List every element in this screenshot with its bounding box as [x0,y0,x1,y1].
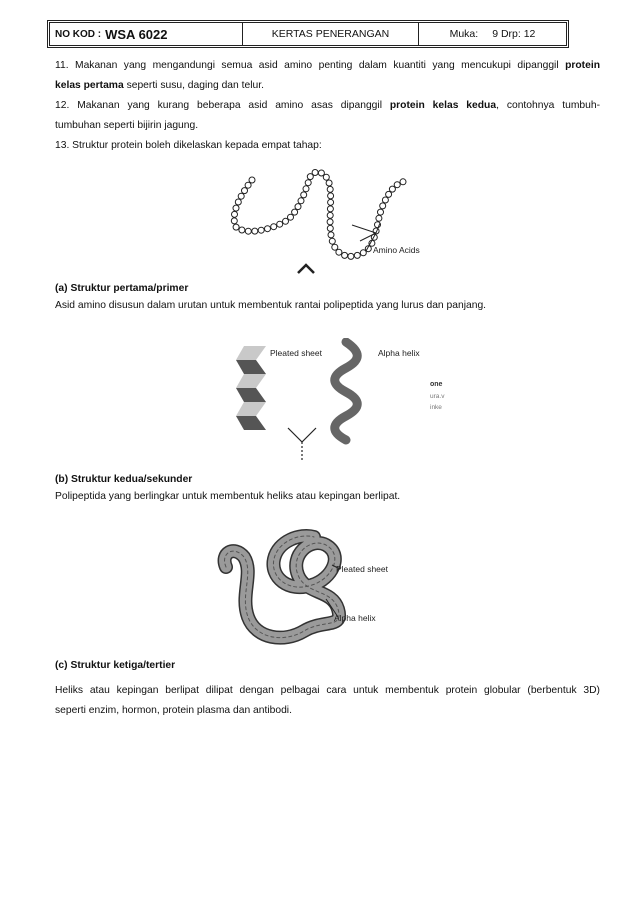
amino-acid-bead [245,228,251,234]
amino-acid-bead [376,215,382,221]
amino-acid-bead [242,188,248,194]
section-c-heading: (c) Struktur ketiga/tertier [55,660,176,671]
amino-acid-bead [329,238,335,244]
amino-acid-bead [301,192,307,198]
item-12-line1 [55,96,600,116]
section-a-body: Asid amino disusun dalam urutan untuk membentuk rantai polipeptida yang lurus dan panjang. [55,300,487,311]
item-12-bold: protein kelas kedua [389,100,497,111]
secondary-structure-figure [236,338,446,468]
cut-text-1: one [430,381,443,388]
amino-acid-bead [233,205,239,211]
amino-acid-bead [277,221,283,227]
amino-acid-bead [245,182,251,188]
amino-acid-bead [354,252,360,258]
amino-acid-bead [249,177,255,183]
item-11-line1 [55,56,600,76]
caret-mark [298,265,314,273]
amino-acid-bead [342,252,348,258]
page-label: Muka: [449,28,479,40]
cut-text-2: ura.v [430,393,445,400]
item-12-text-post: , contohnya tumbuh- [496,100,600,111]
header-title: KERTAS PENERANGAN [271,28,390,40]
tertiary-pleated-sheet-label: Pleated sheet [336,564,388,574]
amino-acid-bead [378,209,384,215]
amino-acid-bead [327,212,333,218]
section-c-body-line1: Heliks atau kepingan berlipat dilipat dengan pelbagai cara untuk membentuk protein globular (berbentuk 3D) [55,685,600,696]
amino-acid-bead [327,206,333,212]
pleated-sheet-zigzag [236,346,266,430]
section-b-body: Polipeptida yang berlingkar untuk membentuk heliks atau kepingan berlipat. [55,491,401,502]
item-11-text: 11. Makanan yang mengandungi semua asid amino penting dalam kuantiti yang mencukupi dipanggil [55,60,566,71]
amino-acid-bead [327,219,333,225]
amino-acid-bead [328,193,334,199]
tertiary-structure-figure [214,525,414,655]
alpha-helix-label: Alpha helix [378,348,420,358]
amino-acid-bead [327,225,333,231]
section-c-body-line2: seperti enzim, hormon, protein plasma dan antibodi. [55,705,292,716]
item-11-line2 [55,76,600,96]
amino-acid-bead [348,253,354,259]
item-13: 13. Struktur protein boleh dikelaskan kepada empat tahap: [55,140,322,151]
code-cell [50,23,243,45]
title-cell [243,23,419,45]
amino-acid-bead [380,203,386,209]
amino-acid-bead [265,226,271,232]
item-11-bold: protein [565,60,600,71]
amino-acid-bead [258,227,264,233]
amino-acid-bead [271,224,277,230]
amino-acid-bead [283,218,289,224]
section-b-heading: (b) Struktur kedua/sekunder [55,474,193,485]
amino-acid-bead [238,193,244,199]
cut-text-3: inke [430,404,442,411]
amino-acid-bead [326,180,332,186]
item-11-text-2: seperti susu, daging dan telur. [123,80,264,91]
section-a-heading: (a) Struktur pertama/primer [55,283,189,294]
amino-acid-bead [233,224,239,230]
pleated-sheet-label: Pleated sheet [270,348,322,358]
amino-acid-bead [298,198,304,204]
page-cell [419,23,566,45]
code-value: WSA 6022 [105,26,168,42]
amino-acid-bead [328,199,334,205]
amino-acid-bead [328,232,334,238]
amino-acid-bead [336,249,342,255]
y-junction [288,428,316,462]
tertiary-alpha-helix-label: Alpha helix [334,613,376,623]
item-12-text: 12. Makanan yang kurang beberapa asid amino asas dipanggil [55,100,390,111]
amino-acid-bead [312,170,318,176]
amino-acid-bead [382,197,388,203]
amino-acid-bead [232,211,238,217]
amino-acid-bead [235,199,241,205]
amino-acid-bead [252,228,258,234]
amino-acid-bead [389,186,395,192]
amino-acid-bead [231,218,237,224]
amino-acid-chain-figure [228,165,448,275]
item-11-bold-2: kelas pertama [55,80,124,91]
document-header [49,22,567,46]
amino-acid-bead [239,227,245,233]
page-value: 9 Drp: 12 [492,28,536,40]
amino-acid-bead [327,186,333,192]
amino-acid-bead [360,250,366,256]
code-label: NO KOD : [55,28,102,40]
amino-acid-bead [394,182,400,188]
folded-protein-ribbon [225,536,340,638]
amino-acid-bead [303,186,309,192]
alpha-helix-coil [335,342,358,440]
amino-acids-label: Amino Acids [373,245,420,255]
amino-acid-bead [386,191,392,197]
amino-acid-bead [400,179,406,185]
amino-acid-bead [288,214,294,220]
amino-acid-bead [332,244,338,250]
amino-acid-bead [323,174,329,180]
item-12-line2: tumbuhan seperti bijirin jagung. [55,120,199,131]
amino-acid-bead [292,209,298,215]
amino-acid-bead [295,204,301,210]
amino-acid-bead [305,180,311,186]
